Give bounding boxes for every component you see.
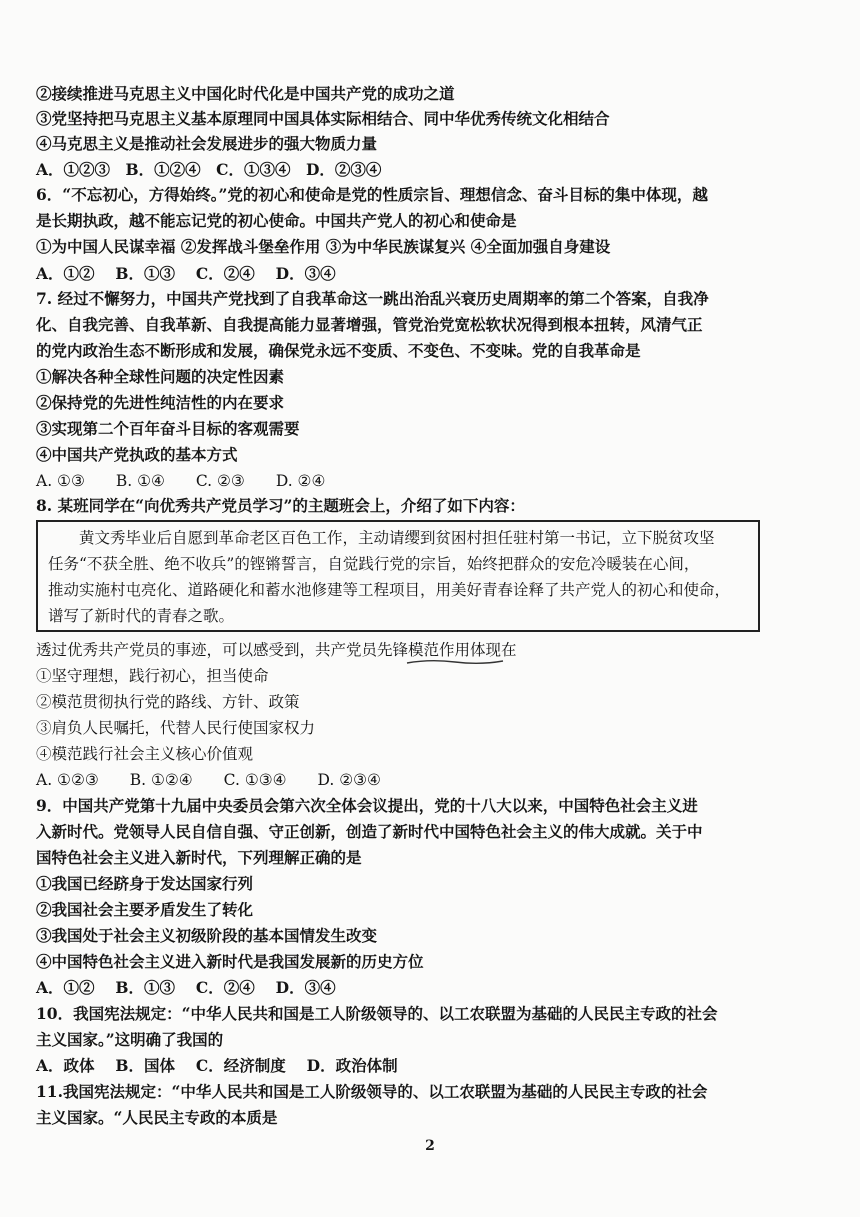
question-9-stem: 国特色社会主义进入新时代，下列理解正确的是 xyxy=(36,848,362,867)
question-6-stem: 是长期执政，越不能忘记党的初心使命。中国共产党人的初心和使命是 xyxy=(36,211,517,230)
answer-choices: A. ①②③ B. ①②④ C. ①③④ D. ②③④ xyxy=(36,771,381,789)
option-line: ②接续推进马克思主义中国化时代化是中国共产党的成功之道 xyxy=(36,84,455,103)
option-line: ①我国已经跻身于发达国家行列 xyxy=(36,874,254,893)
material-line: 黄文秀毕业后自愿到革命老区百色工作，主动请缨到贫困村担任驻村第一书记，立下脱贫攻坚 xyxy=(48,529,715,547)
answer-choices: A. ①③ B. ①④ C. ②③ D. ②④ xyxy=(36,472,326,490)
question-6-stem: 6．“不忘初心，方得始终。”党的初心和使命是党的性质宗旨、理想信念、奋斗目标的集中体现，越 xyxy=(36,185,708,204)
option-line: ③党坚持把马克思主义基本原理同中国具体实际相结合、同中华优秀传统文化相结合 xyxy=(36,109,610,128)
question-8-stem: 透过优秀共产党员的事迹，可以感受到，共产党员先锋模范作用体现在 xyxy=(36,641,517,659)
option-line: ②保持党的先进性纯洁性的内在要求 xyxy=(36,393,285,412)
question-11-stem: 主义国家。“人民民主专政的本质是 xyxy=(36,1108,278,1127)
question-7-stem: 7. 经过不懈努力，中国共产党找到了自我革命这一跳出治乱兴衰历史周期率的第二个答案，自我净 xyxy=(36,289,709,308)
option-line: ③实现第二个百年奋斗目标的客观需要 xyxy=(36,419,300,438)
material-line: 推动实施村屯亮化、道路硬化和蓄水池修建等工程项目，用美好青春诠释了共产党人的初心和使命， xyxy=(48,581,731,599)
answer-choices: A．①②③ B．①②④ C．①③④ D．②③④ xyxy=(36,160,382,179)
option-line: ④中国特色社会主义进入新时代是我国发展新的历史方位 xyxy=(36,952,424,971)
question-8-stem: 8. 某班同学在“向优秀共产党员学习”的主题班会上，介绍了如下内容： xyxy=(36,496,525,515)
question-10-stem: 主义国家。”这明确了我国的 xyxy=(36,1030,224,1049)
question-7-stem: 化、自我完善、自我革新、自我提高能力显著增强，管党治党宽松软状况得到根本扭转，风清气正 xyxy=(36,315,703,334)
answer-choices: A．①② B．①③ C．②④ D．③④ xyxy=(36,978,336,997)
option-line: ②我国社会主要矛盾发生了转化 xyxy=(36,900,254,919)
question-11-stem: 11.我国宪法规定：“中华人民共和国是工人阶级领导的、以工农联盟为基础的人民民主专政的社会 xyxy=(36,1082,708,1101)
option-line: ②模范贯彻执行党的路线、方针、政策 xyxy=(36,693,300,711)
option-line: ④中国共产党执政的基本方式 xyxy=(36,445,238,464)
page-number: 2 xyxy=(425,1138,435,1154)
material-box xyxy=(36,520,760,632)
question-9-stem: 入新时代。党领导人民自信自强、守正创新，创造了新时代中国特色社会主义的伟大成就。关于中 xyxy=(36,822,703,841)
material-line: 谱写了新时代的青春之歌。 xyxy=(48,607,235,625)
answer-choices: A．①② B．①③ C．②④ D．③④ xyxy=(36,264,336,283)
option-line: ③肩负人民嘱托，代替人民行使国家权力 xyxy=(36,719,316,737)
question-10-stem: 10．我国宪法规定：“中华人民共和国是工人阶级领导的、以工农联盟为基础的人民民主专政的社会 xyxy=(36,1004,718,1023)
option-line: ①解决各种全球性问题的决定性因素 xyxy=(36,367,285,386)
material-line: 任务“不获全胜、绝不收兵”的铿锵誓言，自觉践行党的宗旨，始终把群众的安危冷暖装在心间， xyxy=(48,555,700,573)
option-line: ③我国处于社会主义初级阶段的基本国情发生改变 xyxy=(36,926,378,945)
option-line: ④马克思主义是推动社会发展进步的强大物质力量 xyxy=(36,134,378,153)
handwritten-underline xyxy=(405,657,505,667)
question-7-stem: 的党内政治生态不断形成和发展，确保党永远不变质、不变色、不变味。党的自我革命是 xyxy=(36,341,641,360)
question-9-stem: 9．中国共产党第十九届中央委员会第六次全体会议提出，党的十八大以来，中国特色社会主义进 xyxy=(36,796,698,815)
option-line: ①坚守理想，践行初心，担当使命 xyxy=(36,667,269,685)
answer-choices: A．政体 B．国体 C．经济制度 D．政治体制 xyxy=(36,1056,398,1075)
question-6-options: ①为中国人民谋幸福 ②发挥战斗堡垒作用 ③为中华民族谋复兴 ④全面加强自身建设 xyxy=(36,237,611,256)
option-line: ④模范践行社会主义核心价值观 xyxy=(36,745,254,763)
